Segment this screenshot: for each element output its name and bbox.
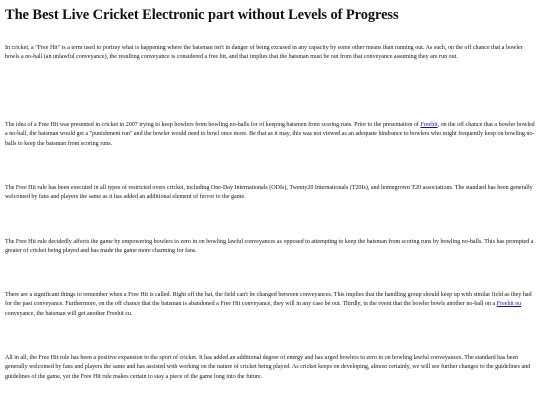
paragraph-impact: The Free Hit rule decidedly affects the game by empowering bowlers to zero in on bowling lawful conveyances as opposed to attempting to keep the batsman from scoring runs by bowling no-balls. This has prompted a greater of cricket being played and has made the game more charming for fans. (5, 239, 534, 255)
paragraph-formats: The Free Hit rule has been executed in all types of restricted overs cricket, including One-Day Internationals (ODIs), Twenty20 Internationals (T20Is), and homegrown T20 associations. The standard has been generally welcomed by fans and players the same as it has added an additional element of fervor to the game. (5, 185, 533, 201)
paragraph-text: conveyance, the batsman will get another Freehit cu. (5, 310, 133, 317)
paragraph-text: , on the off chance that a bowler bowled a no-ball, the batsman would get a "punishment run" and the bowler would need to bowl once more. Be that as it may, this was not viewed as an adequate hindrance to bowlers who might frequently keep on bowling no-balls to keep the batsman from scoring runs. (5, 122, 535, 147)
paragraph-text: There are a significant things to remember when a Free Hit is called. Right off the bat, the field can't be changed between conveyances. This implies that the handling group should keep up with similar field as they had for the past conveyance. Furthermore, on the off chance that the batsman is abandoned a Free Hit conveyance, they will in any case be out. Thirdly, in the event that the bowler bowls another no-ball on a (5, 292, 532, 308)
paragraph-free-hit-history (5, 121, 537, 149)
paragraph-free-hit-definition: In cricket, a "Free Hit" is a term used to portray what is happening where the batsman isn't in danger of being excused in any capacity by some other means than running out. As such, on the off chance that a bowler bowls a no-ball (an unlawful conveyance), the resulting conveyance is considered a free hit, and that implies that the batsman must be out from that conveyance assuming they are run out. (5, 45, 523, 61)
paragraph-text: The idea of a Free Hit was presented in cricket in 2007 trying to keep bowlers from bowling no-balls for of keeping batsmen from scoring runs. Prior to the presentation of (5, 122, 421, 128)
paragraph-rules (5, 291, 537, 319)
paragraph-conclusion: All in all, the Free Hit rule has been a positive expansion to the sport of cricket. It has added an additional degree of energy and has urged bowlers to zero in on bowling lawful conveyances. The standard has been generally welcomed by fans and players the same and has assisted with working on the nature of cricket being played. As cricket keeps on developing, almost certainly, we will see further changes to the guidelines and guidelines of the game, yet the Free Hit rule makes certain to stay a piece of the game long into the future. (5, 355, 531, 380)
page-title: The Best Live Cricket Electronic part without Levels of Progress (5, 7, 399, 23)
freehit-eu-link[interactable]: Freehit eu (496, 301, 522, 308)
freehit-link[interactable]: Freehit (420, 122, 438, 128)
